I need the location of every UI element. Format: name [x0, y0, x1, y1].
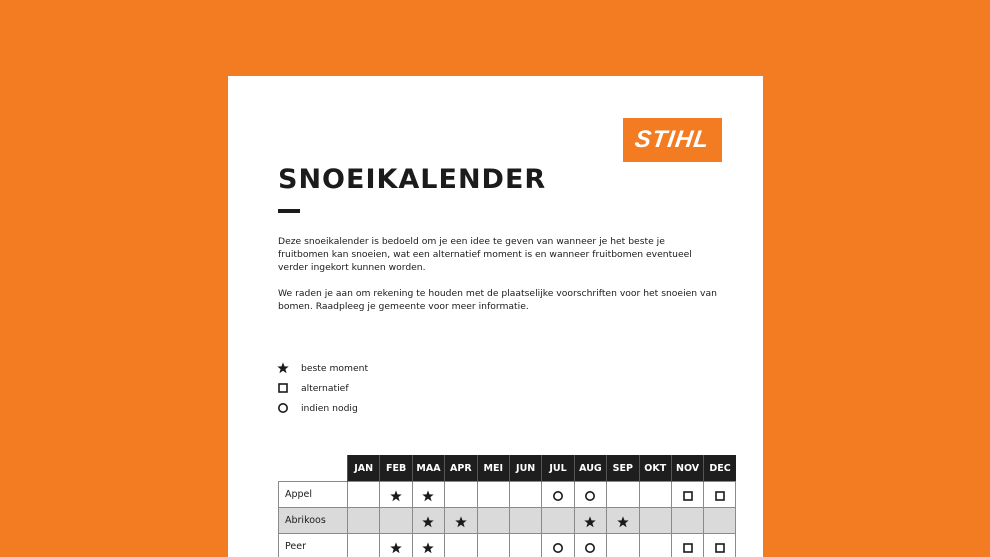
- calendar-cell: [412, 534, 444, 557]
- fruit-name: Peer: [279, 534, 348, 557]
- legend: [277, 358, 368, 418]
- calendar-cell: [639, 482, 671, 508]
- calendar-cell: [348, 508, 380, 534]
- calendar-cell: [509, 534, 541, 557]
- stihl-logo: [623, 118, 722, 162]
- month-header-feb: FEB: [380, 455, 412, 482]
- page-title: SNOEIKALENDER: [278, 164, 547, 195]
- circle-icon: [552, 490, 564, 502]
- month-header-jan: JAN: [348, 455, 380, 482]
- month-header-sep: SEP: [607, 455, 639, 482]
- star-icon: [422, 542, 434, 554]
- calendar-cell: [671, 508, 703, 534]
- legend-item-circle: [277, 398, 368, 418]
- calendar-cell: [574, 534, 606, 557]
- circle-icon: [277, 402, 289, 414]
- table-row: [279, 534, 736, 557]
- circle-icon: [584, 542, 596, 554]
- month-header-nov: NOV: [671, 455, 703, 482]
- legend-label: alternatief: [301, 382, 349, 394]
- star-icon: [390, 542, 402, 554]
- calendar-cell: [542, 534, 574, 557]
- circle-icon: [584, 490, 596, 502]
- month-header-maa: MAA: [412, 455, 444, 482]
- table-row: [279, 508, 736, 534]
- month-header-dec: DEC: [704, 455, 736, 482]
- star-icon: [277, 362, 289, 374]
- pruning-calendar-table: [278, 455, 736, 557]
- calendar-cell: [671, 482, 703, 508]
- calendar-cell: [445, 534, 477, 557]
- calendar-cell: [477, 534, 509, 557]
- calendar-cell: [574, 482, 606, 508]
- month-header-jul: JUL: [542, 455, 574, 482]
- month-header-okt: OKT: [639, 455, 671, 482]
- square-icon: [714, 490, 726, 502]
- calendar-cell: [348, 482, 380, 508]
- calendar-cell: [380, 534, 412, 557]
- calendar-cell: [477, 482, 509, 508]
- legend-label: indien nodig: [301, 402, 358, 414]
- square-icon: [682, 490, 694, 502]
- calendar-cell: [542, 482, 574, 508]
- star-icon: [455, 516, 467, 528]
- calendar-cell: [445, 508, 477, 534]
- header-corner: [279, 455, 348, 482]
- star-icon: [584, 516, 596, 528]
- calendar-cell: [607, 482, 639, 508]
- square-icon: [277, 382, 289, 394]
- month-header-aug: AUG: [574, 455, 606, 482]
- month-header-row: [279, 455, 736, 482]
- title-underline: [278, 209, 300, 213]
- calendar-cell: [412, 482, 444, 508]
- fruit-name: Appel: [279, 482, 348, 508]
- intro-paragraph: Deze snoeikalender is bedoeld om je een idee te geven van wanneer je het beste je fruitbomen kan snoeien, wat een alternatief moment is en wanneer fruitbomen eventueel verder ingekort kunnen worden.: [278, 236, 692, 273]
- legend-item-star: [277, 358, 368, 378]
- advice-paragraph: We raden je aan om rekening te houden met de plaatselijke voorschriften voor het snoeien van bomen. Raadpleeg je gemeente voor meer informatie.: [278, 288, 717, 312]
- calendar-cell: [671, 534, 703, 557]
- star-icon: [617, 516, 629, 528]
- star-icon: [422, 516, 434, 528]
- calendar-cell: [509, 508, 541, 534]
- logo-text: STIHL: [633, 126, 712, 153]
- calendar-cell: [607, 534, 639, 557]
- calendar-cell: [380, 482, 412, 508]
- legend-item-square: [277, 378, 368, 398]
- month-header-mei: MEI: [477, 455, 509, 482]
- calendar-cell: [348, 534, 380, 557]
- calendar-cell: [704, 508, 736, 534]
- calendar-cell: [477, 508, 509, 534]
- calendar-cell: [380, 508, 412, 534]
- fruit-name: Abrikoos: [279, 508, 348, 534]
- calendar-cell: [412, 508, 444, 534]
- calendar-cell: [509, 482, 541, 508]
- circle-icon: [552, 542, 564, 554]
- table-row: [279, 482, 736, 508]
- calendar-cell: [542, 508, 574, 534]
- calendar-cell: [704, 482, 736, 508]
- star-icon: [390, 490, 402, 502]
- calendar-cell: [639, 508, 671, 534]
- calendar-cell: [704, 534, 736, 557]
- square-icon: [714, 542, 726, 554]
- calendar-cell: [639, 534, 671, 557]
- star-icon: [422, 490, 434, 502]
- legend-label: beste moment: [301, 362, 369, 374]
- document-page: [228, 76, 763, 557]
- month-header-apr: APR: [445, 455, 477, 482]
- square-icon: [682, 542, 694, 554]
- calendar-cell: [607, 508, 639, 534]
- month-header-jun: JUN: [509, 455, 541, 482]
- calendar-cell: [445, 482, 477, 508]
- calendar-cell: [574, 508, 606, 534]
